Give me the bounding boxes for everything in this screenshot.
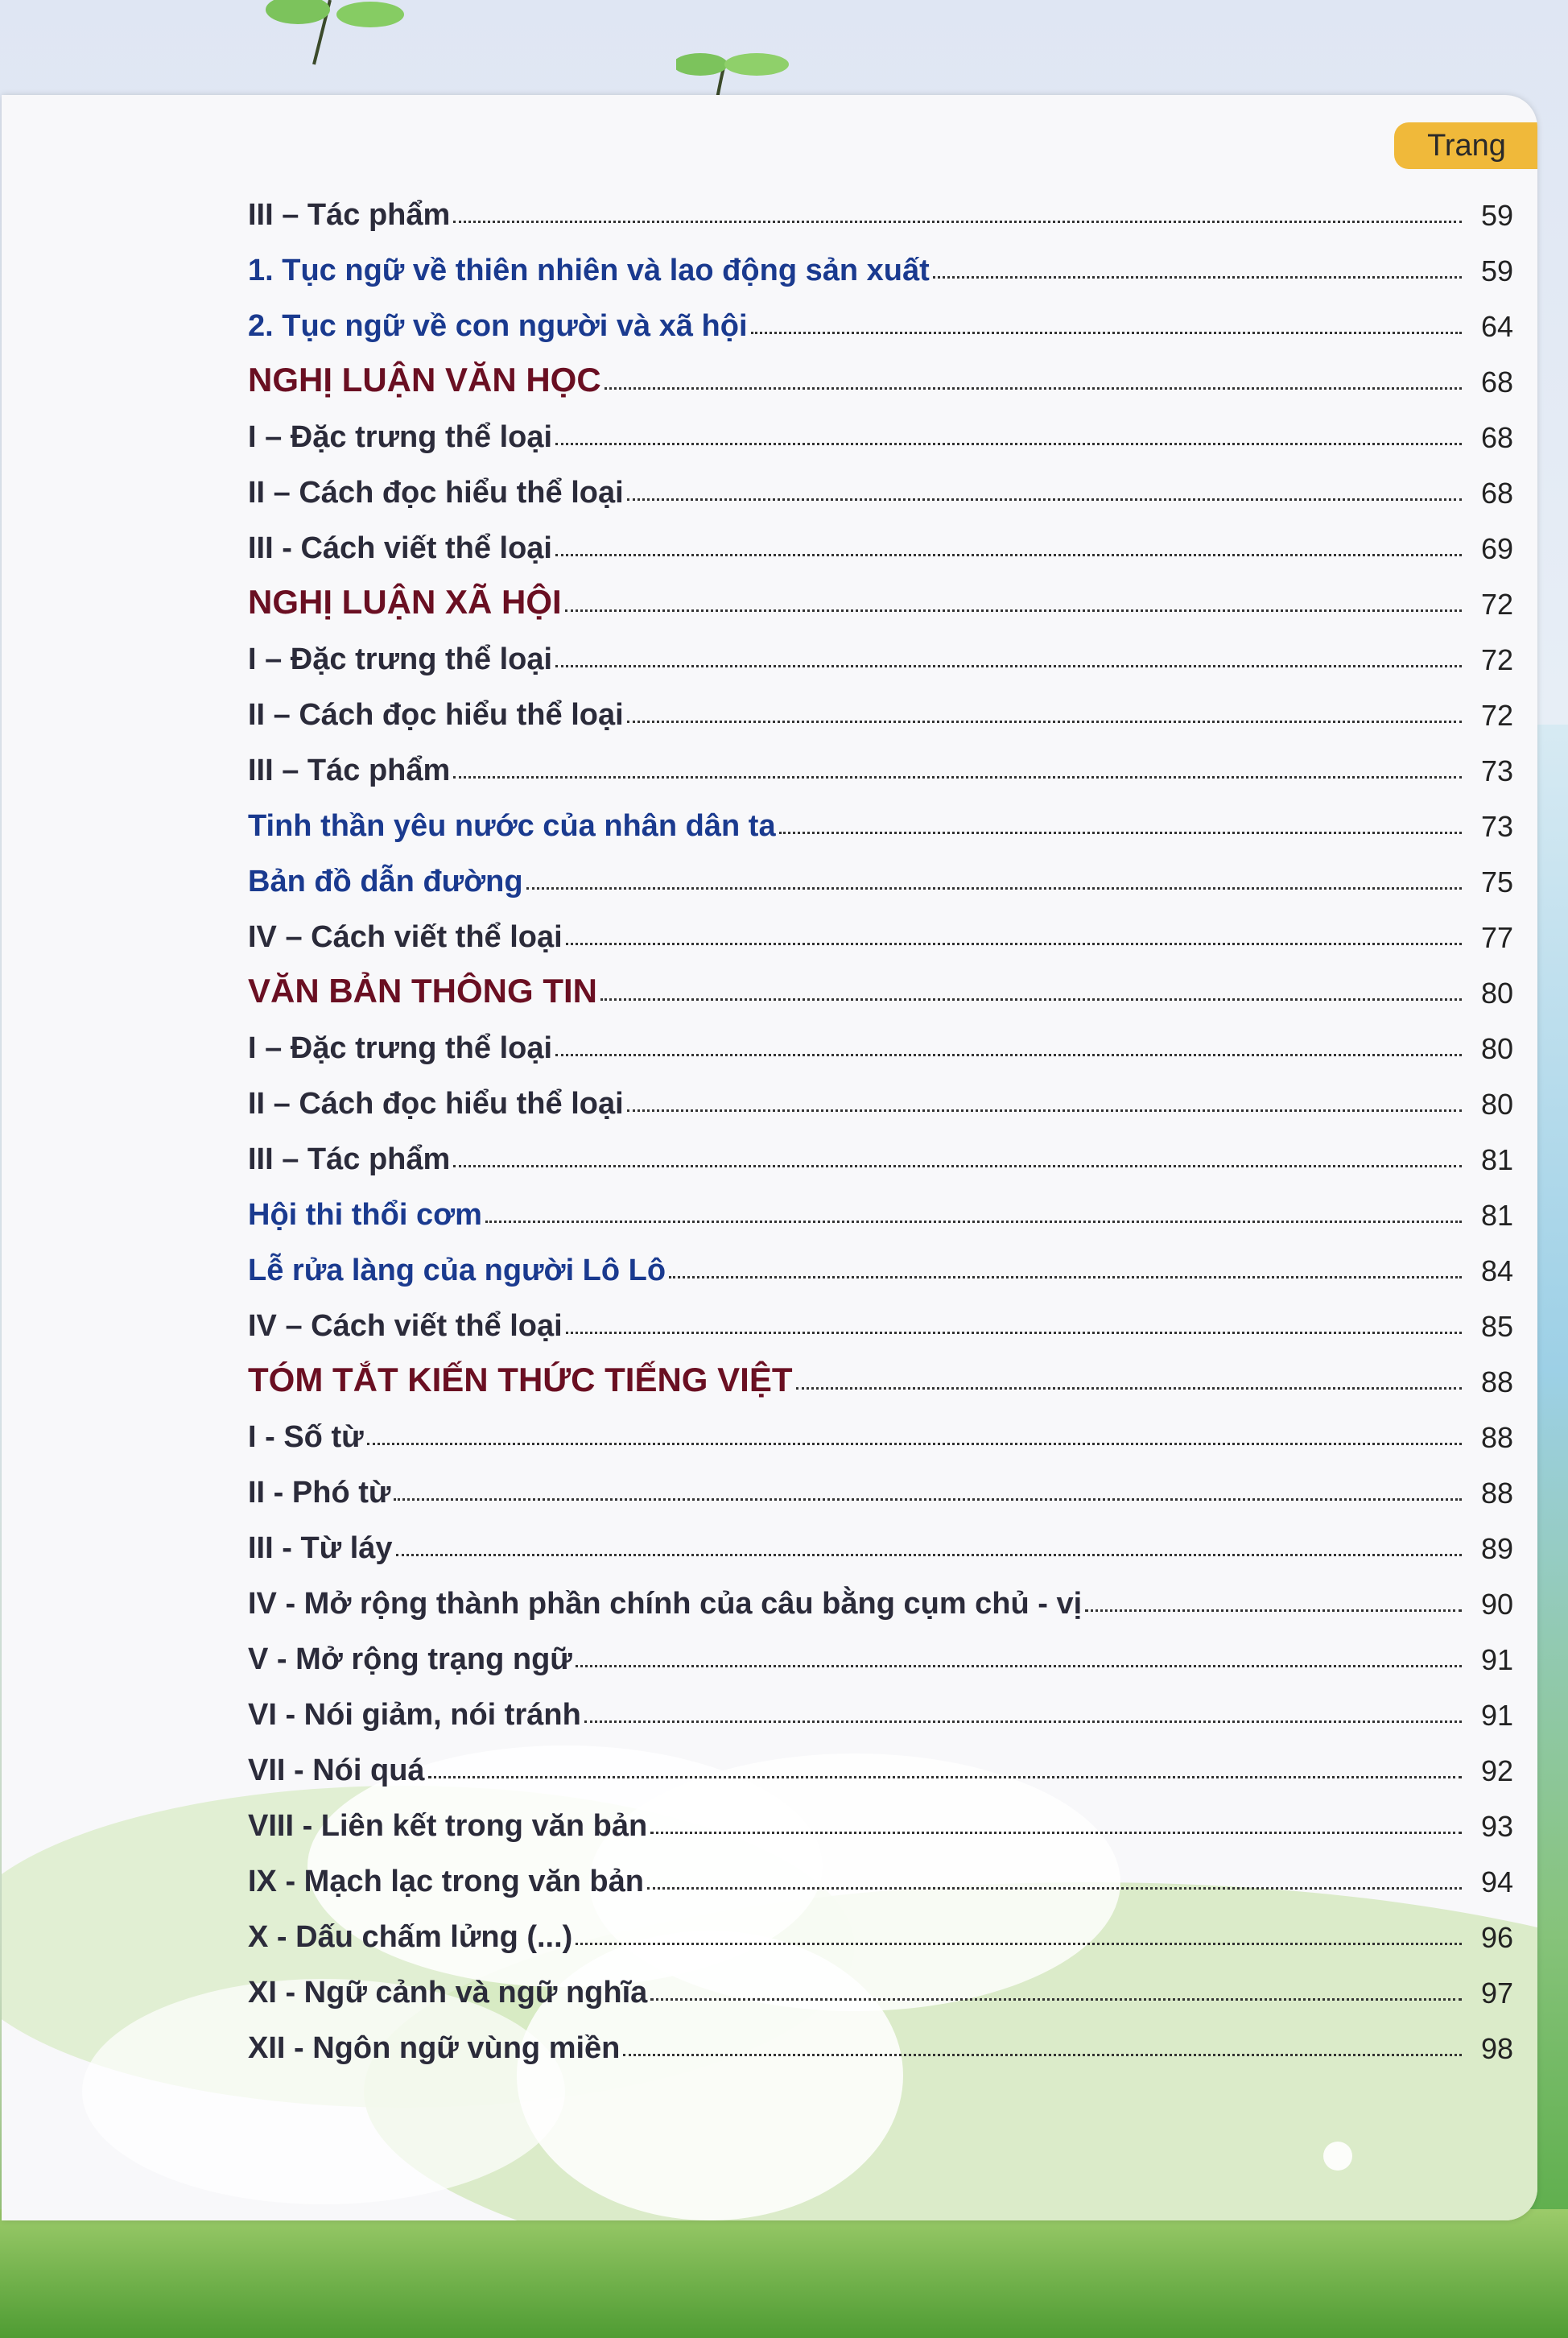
toc-entry	[248, 455, 1513, 510]
toc-entry-page-number: 80	[1480, 1088, 1513, 1121]
toc-entry-title: VII - Nói quá	[248, 1754, 425, 1787]
toc-entry-title: IV – Cách viết thể loại	[248, 1309, 563, 1343]
toc-entry-page-number: 98	[1480, 2032, 1513, 2065]
toc-entry-page-number: 72	[1480, 643, 1513, 676]
toc-entry-page-number: 72	[1480, 588, 1513, 621]
toc-entry-title: III – Tác phẩm	[248, 1142, 451, 1176]
toc-entry-page-number: 73	[1480, 754, 1513, 787]
toc-entry-page-number: 89	[1480, 1532, 1513, 1565]
toc-entry-title: I – Đặc trưng thể loại	[248, 642, 553, 676]
toc-entry-title: III - Từ láy	[248, 1531, 393, 1565]
toc-entry	[248, 955, 1513, 1010]
toc-entry-title: XI - Ngữ cảnh và ngữ nghĩa	[248, 1976, 648, 2010]
toc-entry-title: I – Đặc trưng thể loại	[248, 1031, 553, 1065]
dot-leader	[394, 1498, 1462, 1501]
toc-entry-title: II - Phó từ	[248, 1476, 391, 1510]
toc-entry-page-number: 81	[1480, 1199, 1513, 1232]
toc-entry	[248, 233, 1513, 288]
toc-entry	[248, 1955, 1513, 2010]
dot-leader	[751, 332, 1462, 334]
dot-leader	[669, 1276, 1462, 1278]
toc-entry-page-number: 88	[1480, 1477, 1513, 1510]
toc-entry	[248, 344, 1513, 399]
toc-entry	[248, 1233, 1513, 1288]
toc-entry-title: VĂN BẢN THÔNG TIN	[248, 972, 597, 1010]
toc-entry-page-number: 92	[1480, 1754, 1513, 1787]
toc-entry-page-number: 96	[1480, 1921, 1513, 1954]
dot-leader	[566, 1332, 1462, 1334]
toc-entry-page-number: 91	[1480, 1699, 1513, 1732]
toc-entry-title: Hội thi thổi cơm	[248, 1198, 482, 1232]
toc-entry	[248, 733, 1513, 788]
toc-entry-title: VI - Nói giảm, nói tránh	[248, 1698, 581, 1732]
toc-entry	[248, 1177, 1513, 1233]
toc-entry	[248, 1510, 1513, 1566]
table-of-contents	[248, 177, 1513, 2066]
toc-entry-title: II – Cách đọc hiểu thể loại	[248, 476, 624, 510]
dot-leader	[796, 1387, 1463, 1390]
toc-entry-title: NGHỊ LUẬN XÃ HỘI	[248, 583, 562, 621]
toc-entry-title: II – Cách đọc hiểu thể loại	[248, 698, 624, 732]
dot-leader	[647, 1887, 1462, 1890]
toc-entry-title: IV - Mở rộng thành phần chính của câu bằng cụm chủ - vị	[248, 1587, 1083, 1621]
toc-entry	[248, 622, 1513, 677]
toc-entry	[248, 1788, 1513, 1844]
toc-entry-page-number: 80	[1480, 1032, 1513, 1065]
toc-entry	[248, 1621, 1513, 1677]
dot-leader	[584, 1720, 1462, 1723]
dot-leader	[1085, 1609, 1462, 1612]
dot-leader	[650, 1998, 1462, 2001]
toc-entry-title: IX - Mạch lạc trong văn bản	[248, 1865, 644, 1898]
toc-entry-page-number: 80	[1480, 977, 1513, 1010]
dot-leader	[566, 943, 1462, 945]
toc-entry-page-number: 85	[1480, 1310, 1513, 1343]
dot-leader	[453, 221, 1462, 223]
dot-leader	[428, 1776, 1462, 1778]
toc-entry	[248, 177, 1513, 233]
dot-leader	[627, 498, 1462, 501]
toc-entry-title: VIII - Liên kết trong văn bản	[248, 1809, 648, 1843]
toc-entry-page-number: 97	[1480, 1977, 1513, 2010]
toc-entry-page-number: 69	[1480, 532, 1513, 565]
toc-entry	[248, 566, 1513, 622]
toc-entry	[248, 1399, 1513, 1455]
toc-entry-page-number: 90	[1480, 1588, 1513, 1621]
dot-leader	[600, 998, 1462, 1001]
dot-leader	[576, 1665, 1462, 1667]
sprout-decoration-left	[266, 0, 443, 72]
dot-leader	[555, 665, 1462, 667]
toc-entry	[248, 788, 1513, 844]
toc-entry-page-number: 73	[1480, 810, 1513, 843]
toc-entry-title: XII - Ngôn ngữ vùng miền	[248, 2031, 621, 2065]
toc-entry-title: III – Tác phẩm	[248, 198, 451, 232]
dot-leader	[453, 776, 1462, 779]
toc-entry-title: V - Mở rộng trạng ngữ	[248, 1642, 572, 1676]
toc-entry	[248, 510, 1513, 566]
dot-leader	[555, 443, 1462, 445]
dot-leader	[650, 1832, 1462, 1834]
toc-entry	[248, 1677, 1513, 1733]
toc-entry-page-number: 88	[1480, 1365, 1513, 1398]
toc-entry-title: III - Cách viết thể loại	[248, 531, 552, 565]
toc-entry-page-number: 59	[1480, 254, 1513, 287]
dot-leader	[623, 2054, 1462, 2056]
toc-entry	[248, 899, 1513, 955]
toc-entry-title: TÓM TẮT KIẾN THỨC TIẾNG VIỆT	[248, 1361, 793, 1398]
toc-entry-title: II – Cách đọc hiểu thể loại	[248, 1087, 624, 1121]
toc-entry-title: Tinh thần yêu nước của nhân dân ta	[248, 809, 776, 843]
toc-entry-page-number: 88	[1480, 1421, 1513, 1454]
dot-leader	[526, 887, 1462, 890]
toc-entry	[248, 1344, 1513, 1399]
dot-leader	[555, 554, 1462, 556]
toc-entry-page-number: 72	[1480, 699, 1513, 732]
toc-entry-page-number: 77	[1480, 921, 1513, 954]
toc-entry-page-number: 81	[1480, 1143, 1513, 1176]
toc-entry-title: X - Dấu chấm lửng (...)	[248, 1920, 573, 1954]
dot-leader	[555, 1054, 1462, 1056]
toc-entry	[248, 1121, 1513, 1177]
toc-entry	[248, 1844, 1513, 1899]
toc-entry-title: 1. Tục ngữ về thiên nhiên và lao động sản xuất	[248, 254, 930, 287]
page-column-header: Trang	[1394, 122, 1537, 169]
toc-entry	[248, 1899, 1513, 1955]
toc-entry-title: Bản đồ dẫn đường	[248, 865, 523, 898]
toc-entry-page-number: 91	[1480, 1643, 1513, 1676]
toc-entry-title: 2. Tục ngữ về con người và xã hội	[248, 309, 748, 343]
dot-leader	[605, 387, 1462, 390]
toc-entry-title: NGHỊ LUẬN VĂN HỌC	[248, 361, 601, 399]
toc-entry	[248, 1566, 1513, 1621]
toc-entry	[248, 399, 1513, 455]
toc-entry-title: I - Số từ	[248, 1420, 364, 1454]
toc-entry	[248, 1066, 1513, 1121]
toc-entry-page-number: 75	[1480, 865, 1513, 898]
toc-entry-page-number: 68	[1480, 366, 1513, 399]
dot-leader	[627, 721, 1462, 723]
dot-leader	[779, 832, 1462, 834]
toc-entry-page-number: 59	[1480, 199, 1513, 232]
dot-leader	[565, 609, 1462, 612]
toc-entry	[248, 1733, 1513, 1788]
dot-leader	[453, 1165, 1462, 1167]
toc-entry-title: Lễ rửa làng của người Lô Lô	[248, 1254, 666, 1287]
dot-leader	[933, 276, 1462, 279]
toc-entry	[248, 1455, 1513, 1510]
toc-entry-page-number: 84	[1480, 1254, 1513, 1287]
toc-entry	[248, 1288, 1513, 1344]
background-bottom-grass	[0, 2209, 1568, 2338]
dot-leader	[396, 1554, 1462, 1556]
toc-entry-page-number: 94	[1480, 1865, 1513, 1898]
toc-entry-page-number: 93	[1480, 1810, 1513, 1843]
toc-entry	[248, 844, 1513, 899]
dot-leader	[367, 1443, 1462, 1445]
toc-entry-page-number: 64	[1480, 310, 1513, 343]
dot-leader	[485, 1221, 1462, 1223]
toc-entry	[248, 1010, 1513, 1066]
toc-entry	[248, 288, 1513, 344]
toc-entry	[248, 2010, 1513, 2066]
toc-entry-title: III – Tác phẩm	[248, 754, 451, 787]
toc-entry-page-number: 68	[1480, 477, 1513, 510]
toc-entry-page-number: 68	[1480, 421, 1513, 454]
dot-leader	[576, 1943, 1462, 1945]
toc-entry	[248, 677, 1513, 733]
toc-page	[2, 95, 1537, 2220]
toc-entry-title: IV – Cách viết thể loại	[248, 920, 563, 954]
toc-entry-title: I – Đặc trưng thể loại	[248, 420, 553, 454]
dot-leader	[627, 1109, 1462, 1112]
